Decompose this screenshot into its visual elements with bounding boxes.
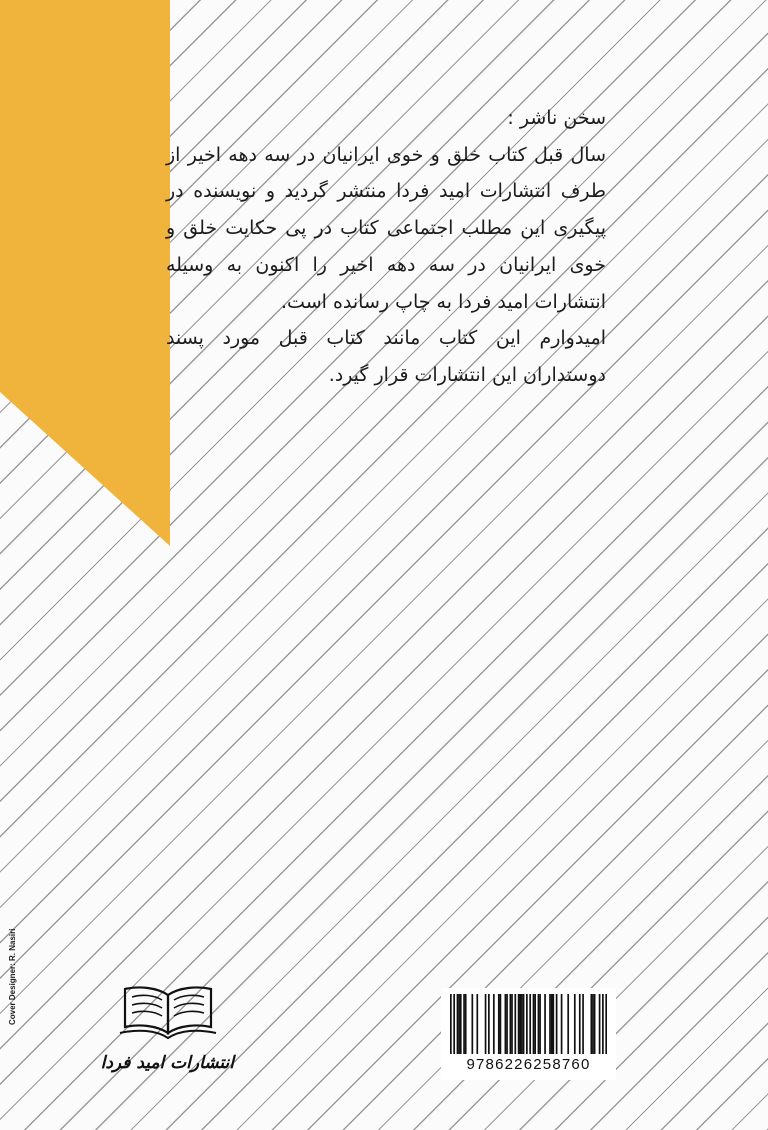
publisher-note bbox=[166, 100, 606, 394]
barcode-bar bbox=[465, 994, 467, 1054]
barcode-bar bbox=[485, 994, 487, 1054]
barcode-bar bbox=[511, 994, 513, 1054]
barcode-bar bbox=[582, 994, 584, 1054]
barcode-bar bbox=[549, 994, 551, 1054]
barcode-bar bbox=[460, 994, 462, 1054]
barcode-bar bbox=[453, 994, 455, 1054]
barcode-bar bbox=[561, 994, 563, 1054]
barcode-bar bbox=[505, 994, 507, 1054]
barcode-bar bbox=[599, 994, 601, 1054]
publisher-note-heading: سخن ناشر : bbox=[507, 107, 606, 129]
barcode-bar bbox=[509, 994, 511, 1054]
barcode-bar bbox=[476, 994, 478, 1054]
open-book-icon bbox=[118, 983, 218, 1043]
barcode-bar bbox=[514, 994, 516, 1054]
barcode-bar bbox=[534, 994, 536, 1054]
barcode-bar bbox=[500, 994, 502, 1054]
barcode-bar bbox=[458, 994, 460, 1054]
barcode-bar bbox=[538, 994, 540, 1054]
publisher-note-paragraph: امیدوارم این کتاب مانند کتاب قبل مورد پسند دوستداران این انتشارات قرار گیرد. bbox=[166, 327, 606, 386]
barcode-bar bbox=[471, 994, 473, 1054]
barcode-bar bbox=[556, 994, 558, 1054]
barcode-bar bbox=[594, 994, 596, 1054]
barcode-bar bbox=[463, 994, 465, 1054]
barcode-bar bbox=[592, 994, 594, 1054]
barcode-bars bbox=[450, 994, 607, 1054]
barcode-bar bbox=[551, 994, 553, 1054]
barcode-bar bbox=[498, 994, 500, 1054]
barcode-bar bbox=[457, 994, 459, 1054]
barcode-bar bbox=[526, 994, 528, 1054]
cover-designer-credit: Cover Designer: R. Nasiri bbox=[8, 928, 17, 1025]
barcode-bar bbox=[590, 994, 592, 1054]
barcode-bar bbox=[539, 994, 541, 1054]
barcode-bar bbox=[544, 994, 546, 1054]
barcode-bar bbox=[493, 994, 495, 1054]
barcode-bar bbox=[602, 994, 604, 1054]
barcode-bar bbox=[523, 994, 525, 1054]
barcode-bar bbox=[506, 994, 508, 1054]
accent-shape bbox=[0, 0, 170, 560]
barcode-bar bbox=[574, 994, 576, 1054]
barcode-bar bbox=[521, 994, 523, 1054]
barcode-bar bbox=[488, 994, 490, 1054]
barcode bbox=[441, 988, 616, 1080]
barcode-bar bbox=[533, 994, 535, 1054]
barcode-bar bbox=[552, 994, 554, 1054]
barcode-bar bbox=[450, 994, 452, 1054]
barcode-bar bbox=[567, 994, 569, 1054]
barcode-bar bbox=[519, 994, 521, 1054]
barcode-bar bbox=[518, 994, 520, 1054]
barcode-bar bbox=[605, 994, 607, 1054]
publisher-logo-name: انتشارات امید فردا bbox=[100, 1053, 234, 1073]
isbn-number: 9786226258760 bbox=[466, 1056, 591, 1073]
barcode-bar bbox=[579, 994, 581, 1054]
publisher-note-paragraph: سال قبل کتاب خلق و خوی ایرانیان در سه دهه اخیر از طرف انتشارات امید فردا منتشر گردید و نویسنده در پیگیری این مطلب اجتماعی کتاب در پی حکایت خلق و خوی ایرانیان در سه دهه اخیر را اکنون به وسیله انتشارات امید فردا به چاپ رسانده است. bbox=[166, 143, 606, 313]
barcode-bar bbox=[529, 994, 531, 1054]
